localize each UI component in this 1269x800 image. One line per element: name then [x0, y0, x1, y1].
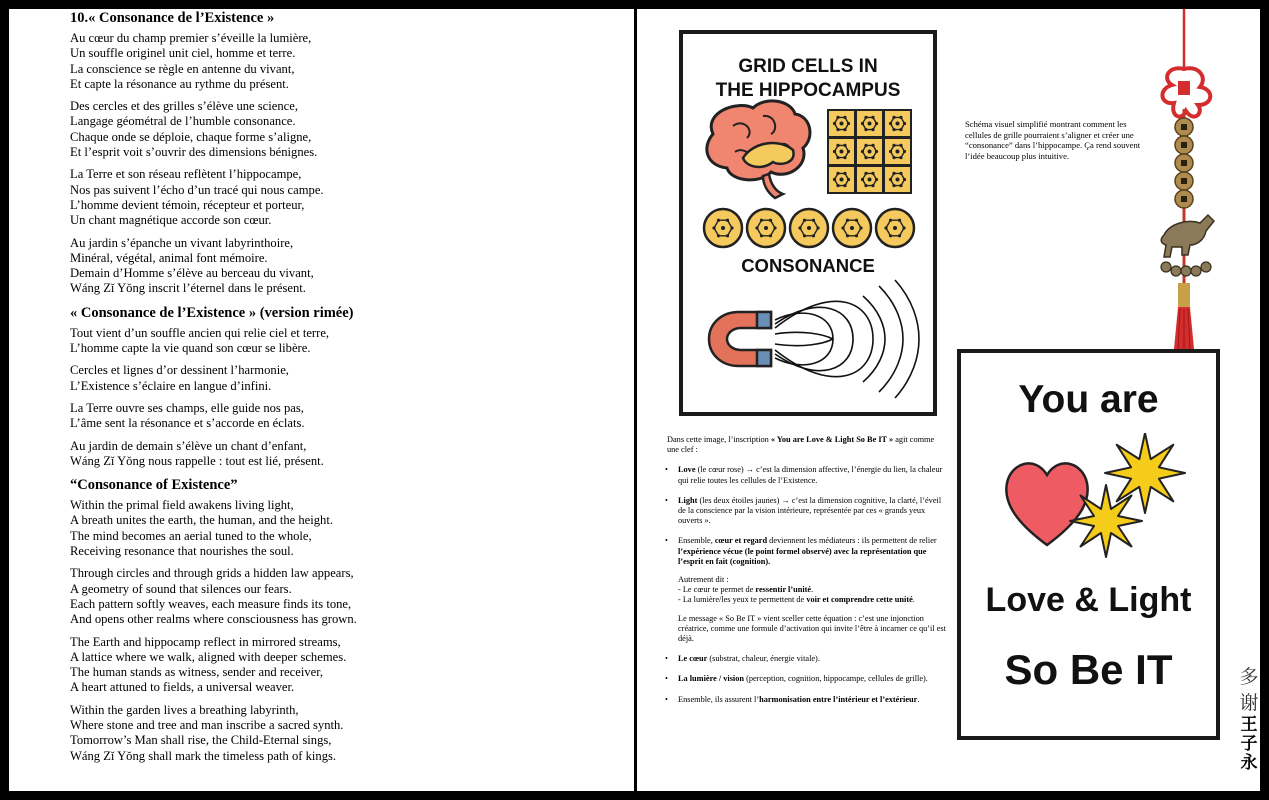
signature: 多 谢 王 子 永: [1239, 666, 1259, 773]
poem-line: The mind becomes an aerial tuned to the whole,: [70, 528, 312, 543]
poem-stanza: [70, 167, 625, 228]
poem-line: L’homme capte la vie quand son cœur se libère.: [70, 341, 311, 356]
grid-circles-row: [704, 209, 914, 247]
note-message: Le message « So Be IT » vient sceller cette équation : c’est une injonction créatrice, comme une formule d’activation qui invite l’être à incarner ce qu’il est déjà.: [678, 613, 946, 644]
poem-line: Wáng Zǐ Yǒng shall mark the timeless path of kings.: [70, 748, 337, 763]
note-ensemble: • Ensemble, cœur et regard deviennent les médiateurs : ils permettent de relier l’expérience vécue (le point formel observé) avec la représentation que l’esprit en fait (cognition). Autrement dit : - Le cœur te permet de ressentir l’unité. - La lumière/les yeux te permettent de voir et comprendre cette unité. Le message « So Be IT » vient sceller cette équation : c’est une injonction créatrice, comme une formule d’activation qui invite l’être à incarner ce qu’il est déjà.: [665, 536, 946, 644]
poem: [70, 9, 625, 764]
poem-line: La conscience se règle en antenne du vivant,: [70, 61, 295, 76]
poem-line: Langage géométral de l’humble consonance.: [70, 114, 296, 129]
poem-section-title: 10.« Consonance de l’Existence »: [70, 10, 275, 26]
poem-line: A geometry of sound that silences our fears.: [70, 581, 292, 596]
poem-line: L’âme sent la résonance et s’accorde en éclats.: [70, 416, 305, 431]
poem-line: Un chant magnétique accorde son cœur.: [70, 213, 272, 228]
poem-stanza: [70, 363, 625, 394]
poem-stanza: [70, 99, 625, 160]
poster-line-love-light: Love & Light: [985, 581, 1192, 619]
poem-line: The human stands as witness, sender and receiver,: [70, 665, 324, 680]
poem-line: A lattice where we walk, aligned with deeper schemes.: [70, 649, 347, 664]
poem-line: Chaque onde se déploie, chaque forme s’aligne,: [70, 129, 312, 144]
poem-line: Tomorrow’s Man shall rise, the Child-Eternal sings,: [70, 733, 332, 748]
note-autrement: Autrement dit : - Le cœur te permet de ressentir l’unité. - La lumière/les yeux te permettent de voir et comprendre cette unité.: [678, 575, 915, 605]
poem-line: A breath unites the earth, the human, and the height.: [70, 513, 333, 528]
heart-icon: [1006, 463, 1087, 545]
note-coeur: • Le cœur (substrat, chaleur, énergie vitale).: [665, 654, 820, 664]
poem-line: Nos pas suivent l’écho d’un tracé qui nous campe.: [70, 182, 324, 197]
poem-section-title: “Consonance of Existence”: [70, 477, 238, 494]
poem-line: Au cœur du champ premier s’éveille la lumière,: [70, 31, 312, 45]
poem-section-title: « Consonance de l’Existence » (version rimée): [70, 304, 354, 321]
note-love: • Love (le cœur rose) → c’est la dimension affective, l’énergie du lien, la chaleur qui relie toutes les cellules de l’Existence.: [665, 465, 943, 485]
grid-cells-icon: [828, 110, 911, 193]
poem-line: Au jardin de demain s’élève un chant d’enfant,: [70, 438, 307, 453]
note-harmonisation: • Ensemble, ils assurent l’harmonisation entre l’intérieur et l’extérieur.: [665, 694, 920, 704]
notes-intro: Dans cette image, l’inscription « You are Love & Light So Be IT » agit comme une clef :: [667, 435, 935, 455]
magnetic-field-lines: [775, 280, 919, 398]
poster-line-so-be-it: So Be IT: [1004, 646, 1173, 693]
poem-line: L’Existence s’éclaire en langue d’infini.: [70, 378, 272, 393]
explanation-notes: [667, 435, 947, 705]
poem-line: Et l’esprit voit s’ouvrir des dimensions bénignes.: [70, 145, 318, 160]
poem-line: Through circles and through grids a hidden law appears,: [70, 566, 354, 581]
poem-stanza: [70, 401, 625, 432]
brain-icon: [707, 101, 810, 198]
poster-line-you-are: You are: [1018, 378, 1159, 421]
grid-cells-poster: [679, 30, 937, 416]
poem-line: Wáng Zǐ Yǒng inscrit l’éternel dans le présent.: [70, 281, 306, 296]
poem-stanza: [70, 703, 625, 764]
poem-line: Et capte la résonance au rythme du présent.: [70, 76, 289, 91]
poem-line: Within the garden lives a breathing labyrinth,: [70, 702, 299, 717]
love-light-poster: [957, 349, 1220, 740]
star-icon: [1105, 433, 1185, 513]
poem-line: Tout vient d’un souffle ancien qui relie ciel et terre,: [70, 325, 330, 340]
poem-line: Demain d’Homme s’élève au berceau du vivant,: [70, 266, 314, 281]
poster-subtitle: CONSONANCE: [741, 255, 875, 276]
poem-stanza: [70, 635, 625, 696]
poem-line: L’homme devient témoin, récepteur et porteur,: [70, 197, 305, 212]
poem-line: Des cercles et des grilles s’élève une science,: [70, 99, 298, 114]
star-icon: [1070, 485, 1142, 557]
poem-line: And opens other realms where consciousness has grown.: [70, 612, 357, 627]
poem-stanza: [70, 326, 625, 357]
poem-line: A heart attuned to fields, a universal weaver.: [70, 680, 295, 695]
poem-line: Au jardin s’épanche un vivant labyrinthoire,: [70, 235, 294, 250]
poster-title-line1: GRID CELLS IN: [738, 56, 878, 77]
poem-stanza: [70, 236, 625, 297]
poem-line: The Earth and hippocamp reflect in mirrored streams,: [70, 634, 341, 649]
magnet-icon: [709, 312, 771, 366]
poem-line: Receiving resonance that nourishes the soul.: [70, 544, 294, 559]
poem-line: Wáng Zǐ Yǒng nous rappelle : tout est lié, présent.: [70, 453, 324, 468]
poem-line: Cercles et lignes d’or dessinent l’harmonie,: [70, 363, 289, 378]
left-page: [9, 9, 634, 791]
note-lumiere: • La lumière / vision (perception, cognition, hippocampe, cellules de grille).: [665, 674, 928, 684]
poem-line: Un souffle originel unit ciel, homme et terre.: [70, 46, 296, 61]
poem-stanza: [70, 566, 625, 627]
note-light: • Light (les deux étoiles jaunes) → c’est la dimension cognitive, la clarté, l’éveil de la conscience par la vision intérieure, représentée par ces « grands yeux ouverts ».: [665, 495, 942, 526]
poem-line: La Terre et son réseau reflètent l’hippocampe,: [70, 167, 302, 182]
poem-line: La Terre ouvre ses champs, elle guide nos pas,: [70, 400, 304, 415]
poem-stanza: [70, 31, 625, 92]
poem-stanza: [70, 439, 625, 470]
poem-line: Within the primal field awakens living light,: [70, 498, 294, 513]
right-page: [637, 9, 1260, 791]
poster-caption: Schéma visuel simplifié montrant comment les cellules de grille pourraient s’aligner et créer une “consonance” dans l’hippocampe. Ça rend souvent l’idée beaucoup plus intuitive.: [965, 119, 1141, 161]
poem-stanza: [70, 498, 625, 559]
poem-line: Where stone and tree and man inscribe a sacred synth.: [70, 717, 344, 732]
poem-line: Each pattern softly weaves, each measure finds its tone,: [70, 596, 352, 611]
poem-line: Minéral, végétal, animal font mémoire.: [70, 250, 268, 265]
chinese-knot-amulet-icon: [1142, 9, 1222, 349]
poster-title-line2: THE HIPPOCAMPUS: [715, 80, 901, 101]
